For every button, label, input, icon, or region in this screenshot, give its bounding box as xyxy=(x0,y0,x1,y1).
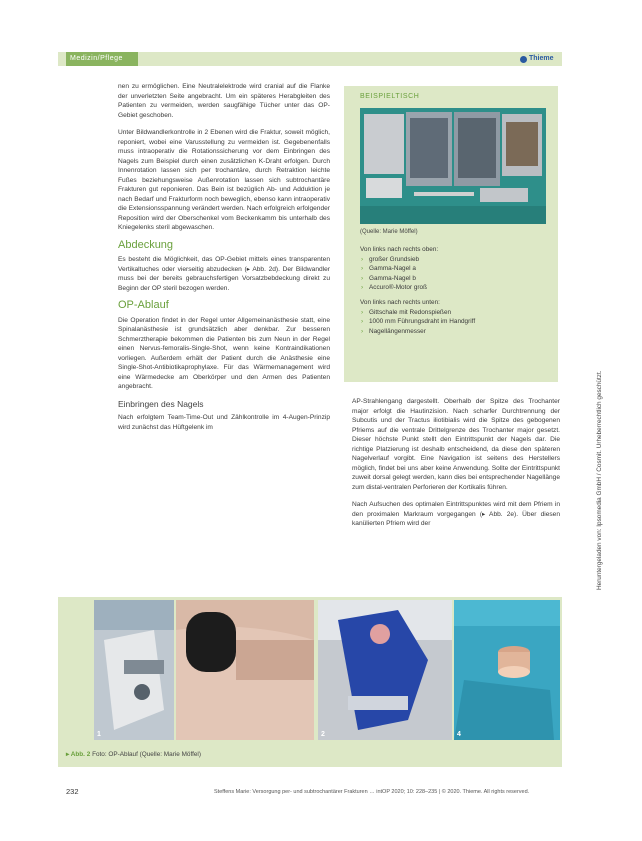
instrument-list-top xyxy=(360,255,550,292)
logo-mark-icon xyxy=(520,56,527,63)
leg-padding-photo xyxy=(176,600,314,740)
instrument-table-photo xyxy=(360,108,546,224)
subheading-einbringen: Einbringen des Nagels xyxy=(118,398,204,409)
citation-footer: Steffens Marie: Versorgung per- und subtrochantärer Frakturen … intOP 2020; 10: 228–235 | © 2020. Thieme. All rights reserved. xyxy=(214,789,530,795)
sterile-draping-photo xyxy=(454,600,560,740)
figure-panel xyxy=(94,600,174,740)
list-lead: Von links nach rechts unten: xyxy=(360,299,440,307)
paragraph: Nach erfolgtem Team-Time-Out und Zählkontrolle im 4-Augen-Prinzip wird zunächst das Hüftgelenk im xyxy=(118,414,330,431)
list-lead: Von links nach rechts oben: xyxy=(360,246,439,253)
paragraph: nen zu ermöglichen. Eine Neutralelektrode wird cranial auf die Flanke der unverletzten Seite angebracht. Um ein späteres Herabgleiten des Patienten zu vermeiden, werden saugfähige Tücher unter das OP-Gebiet geschoben. xyxy=(118,83,330,119)
list-item: › Accuro®-Motor groß xyxy=(360,283,550,292)
figure-caption-prefix: ▸ Abb. 2 xyxy=(66,751,91,758)
figure-caption-text: Foto: OP-Ablauf (Quelle: Marie Möffel) xyxy=(92,751,201,758)
page-number: 232 xyxy=(66,787,79,796)
box-title: BEISPIELTISCH xyxy=(360,93,420,100)
list-item: › 1000 mm Führungsdraht im Handgriff xyxy=(360,317,550,326)
figure-band-left xyxy=(58,597,92,767)
foot-fixation-photo xyxy=(318,600,452,740)
photo-caption: (Quelle: Marie Möffel) xyxy=(360,229,418,235)
instrument-table-illustration xyxy=(360,108,546,224)
section-tag: Medizin/Pflege xyxy=(66,52,138,66)
list-item: › Nagellängenmesser xyxy=(360,327,550,336)
list-item: › Gamma-Nagel b xyxy=(360,274,550,283)
logo-text: Thieme xyxy=(529,55,554,62)
publisher-logo xyxy=(520,53,560,65)
download-note: Heruntergeladen von: Ipsomedia GmbH / Cosmit. Urheberrechtlich geschützt. xyxy=(596,370,603,590)
list-item: › großer Grundsieb xyxy=(360,255,550,264)
figure-caption xyxy=(66,750,201,758)
paragraph: Es besteht die Möglichkeit, das OP-Gebiet mittels eines transparenten Vertikaltuches oder vierseitig abzudecken (▸ Abb. 2d). Der Bildwandler muss bei der bereits gebrauchsfertigen Vorsatzbebdeckung direkt zu Beginn der OP steril bezogen werden. xyxy=(118,256,330,292)
paragraph: AP-Strahlengang dargestellt. Oberhalb der Spitze des Trochanter major erfolgt die Hautinzision. Nach scharfer Durchtrennung der Subcutis und der Tractus iliotibialis wird die Spitze des gebogenen Pfriems auf die ventrale Drittelgrenze des Trochanter major gesetzt. Dieser höchste Punkt stellt den Eintrittspunkt der Nagels dar. Die richtige Platzierung ist deshalb entscheidend, da diese den späteren Nagelverlauf vorgibt. Eine Navigation ist seitens des Herstellers möglich, findet bei uns aber keine Anwendung. Sollte der Eintrittspunkt zuweit dorsal gelegt werden, kann dies bei entsprechender Nagellänge zum distal-ventralen Perforieren der Kortikalis führen. xyxy=(352,398,560,491)
paragraph: Nach Aufsuchen des optimalen Eintrittspunktes wird mit dem Pfriem in den proximalen Markraum vorgegangen (▸ Abb. 2e). Über diesen kanülierten Pfriem wird der xyxy=(352,501,560,527)
list-item: › Gamma-Nagel a xyxy=(360,264,550,273)
positioning-photo xyxy=(94,600,174,740)
figure-panel xyxy=(454,600,560,740)
heading-op-ablauf: OP-Ablauf xyxy=(118,299,169,311)
instrument-list-bottom xyxy=(360,308,550,336)
figure-panel xyxy=(176,600,314,740)
panel-number: 2 xyxy=(321,731,325,738)
left-column xyxy=(118,82,330,440)
heading-abdeckung: Abdeckung xyxy=(118,238,174,251)
paragraph: Die Operation findet in der Regel unter Allgemeinanästhesie statt, eine Spinalanästhesie ist grundsätzlich aber denkbar. Zur besseren Schmerztherapie bekommen die Patienten bis zum Neun in der Regel einen Nervus-femoralis-Single-Shot, wenn keine Kontraindikationen vorliegen. Außerdem erhält der Patient durch die Anästhesie eine Single-Shot-Antibiotikaprophylaxe. Für das Wärmemanagement wird eine Wärmedecke am Oberkörper und den Armen des Patienten angebracht. xyxy=(118,316,330,390)
box-text xyxy=(360,245,550,342)
right-column xyxy=(352,397,560,537)
panel-number: 1 xyxy=(97,731,101,738)
panel-number: 4 xyxy=(457,731,461,738)
paragraph: Unter Bildwandlerkontrolle in 2 Ebenen wird die Fraktur, soweit möglich, reponiert, wobei eine Varusstellung zu vermeiden ist. Gegebenenfalls muss intraoperativ die Rotationssicherung vor dem Einbringen des Nagels zum Beispiel durch einen zusätzlichen K-Draht erfolgen. Durch Innenrotation lassen sich per trochantäre, durch Retraktion leichte Fußes beziehungsweise Außenrotation lassen sich subtrochantäre Frakturen gut reponieren. Das Bein ist bezüglich Ab- und Adduktion je nach Bedarf und Frakturform noch beweglich, ebenso kann intraoperativ die Extensionsspannung verändert werden. Nach erfolgreich erfolgender Reposition wird der Oberschenkel vom Beckenkamm bis unterhalb des Kniegelenks steril abgewaschen. xyxy=(118,129,330,231)
list-item: › Gittschale mit Redonspießen xyxy=(360,308,550,317)
figure-panel xyxy=(318,600,452,740)
